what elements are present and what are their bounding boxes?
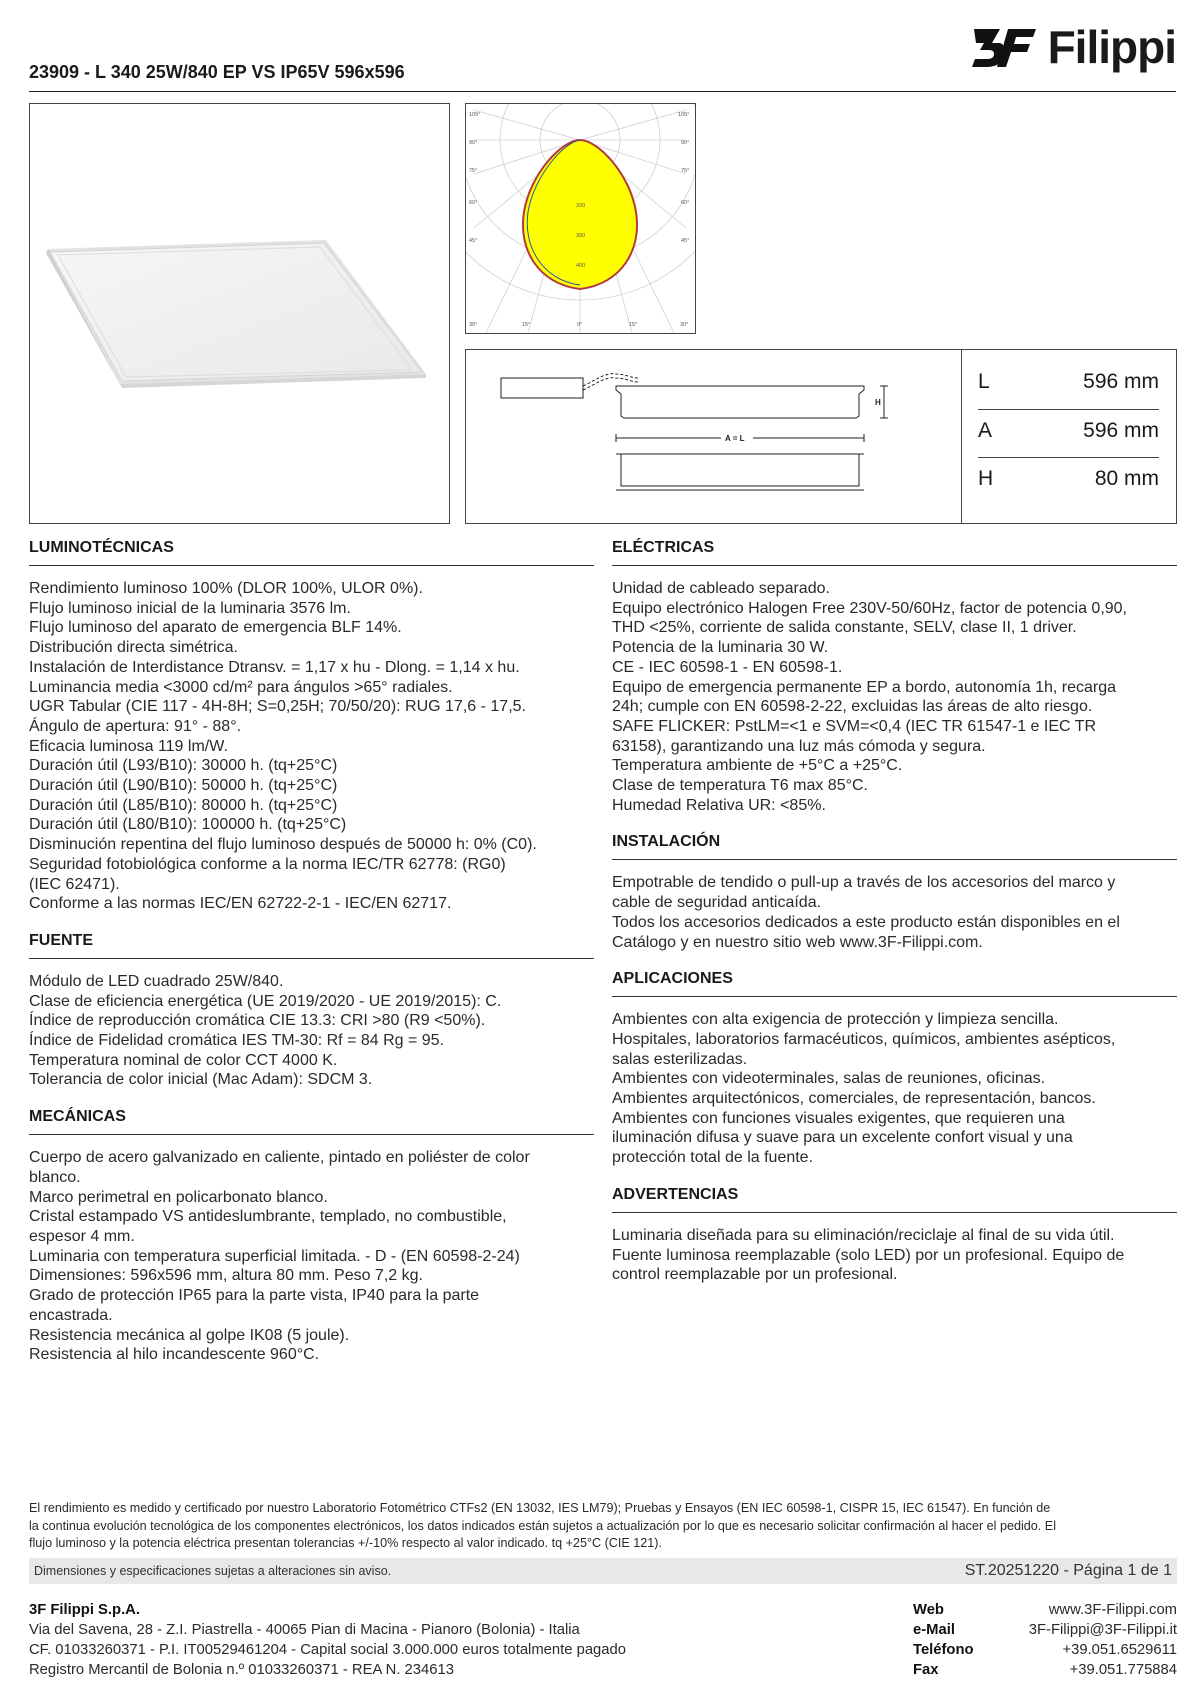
spec-line: Grado de protección IP65 para la parte vista, IP40 para la parte: [29, 1287, 480, 1305]
spec-line: iluminación difusa y suave para un excelente confort visual y una: [612, 1129, 1073, 1147]
section-rule: [29, 565, 594, 566]
spec-line: UGR Tabular (CIE 117 - 4H-8H; S=0,25H; 70/50/20): RUG 17,6 - 17,5.: [29, 698, 526, 716]
section-title: LUMINOTÉCNICAS: [29, 539, 174, 556]
spec-line: protección total de la fuente.: [612, 1149, 814, 1167]
spec-line: Seguridad fotobiológica conforme a la norma IEC/TR 62778: (RG0): [29, 855, 506, 873]
spec-line: Marco perimetral en policarbonato blanco.: [29, 1188, 328, 1206]
section-aplicaciones: [612, 966, 1177, 1168]
spec-line: Ambientes con funciones visuales exigentes, que requieren una: [612, 1109, 1065, 1127]
footnote-line: flujo luminoso y la potencia eléctrica presentan tolerancias +/-10% respecto al valor indicado. tq +25°C (CIE 121).: [29, 1536, 662, 1550]
spec-line: 24h; cumple con EN 60598-2-22, excluidas las áreas de alto riesgo.: [612, 698, 1093, 716]
spec-line: Luminaria con temperatura superficial limitada. - D - (EN 60598-2-24): [29, 1247, 520, 1265]
dimension-row: [978, 456, 1159, 502]
section-luminotecnicas: [29, 535, 594, 914]
spec-line: Temperatura nominal de color CCT 4000 K.: [29, 1051, 338, 1069]
section-fuente: [29, 928, 594, 1090]
spec-line: Instalación de Interdistance Dtransv. = 1,17 x hu - Dlong. = 1,14 x hu.: [29, 658, 520, 676]
contact-label: Teléfono: [913, 1642, 974, 1658]
dimension-value: 80 mm: [1094, 467, 1159, 490]
footnote: [29, 1500, 1177, 1553]
section-rule: [612, 996, 1177, 997]
footer: [29, 1600, 1177, 1680]
dimensions-table: [961, 350, 1177, 523]
dimension-label: L: [978, 370, 990, 393]
email-link[interactable]: 3F-Filippi@3F-Filippi.it: [1028, 1622, 1177, 1638]
spec-line: control reemplazable por un profesional.: [612, 1266, 898, 1284]
spec-line: Cristal estampado VS antideslumbrante, templado, no combustible,: [29, 1208, 507, 1226]
spec-line: Humedad Relativa UR: <85%.: [612, 796, 826, 814]
polar-angle-label: 45°: [469, 238, 478, 244]
polar-angle-label: 90°: [469, 140, 478, 146]
spec-line: Ángulo de apertura: 91° - 88°.: [29, 717, 242, 735]
disclaimer-text: Dimensiones y especificaciones sujetas a alteraciones sin aviso.: [34, 1564, 392, 1578]
page-indicator: ST.20251220 - Página 1 de 1: [964, 1562, 1172, 1579]
spec-line: Duración útil (L93/B10): 30000 h. (tq+25°C): [29, 757, 338, 775]
address-line: CF. 01033260371 - P.I. IT00529461204 - Capital social 3.000.000 euros totalmente pagado: [29, 1642, 626, 1658]
polar-radial-label: 400: [576, 263, 586, 269]
section-body: [612, 1226, 1177, 1285]
contact-label: Fax: [913, 1662, 939, 1678]
spec-line: Ambientes con alta exigencia de protección y limpieza sencilla.: [612, 1011, 1059, 1029]
spec-line: Luminaria diseñada para su eliminación/reciclaje al final de su vida útil.: [612, 1226, 1115, 1244]
spec-line: Índice de reproducción cromática CIE 13.3: CRI >80 (R9 <50%).: [29, 1012, 486, 1030]
section-advertencias: [612, 1182, 1177, 1285]
section-rule: [29, 958, 594, 959]
fax-value: +39.051.775884: [1069, 1662, 1177, 1678]
spec-line: Hospitales, laboratorios farmacéuticos, químicos, ambientes asépticos,: [612, 1030, 1116, 1048]
spec-line: encastrada.: [29, 1306, 113, 1324]
section-body: [612, 873, 1177, 952]
dimension-label: H: [978, 467, 994, 490]
section-title: FUENTE: [29, 931, 93, 949]
contact-label: e-Mail: [913, 1622, 955, 1638]
polar-angle-label: 30°: [680, 322, 689, 328]
contact-list: [913, 1600, 1177, 1680]
spec-line: Potencia de la luminaria 30 W.: [612, 639, 829, 657]
product-title: 23909 - L 340 25W/840 EP VS IP65V 596x596: [29, 62, 405, 82]
spec-line: Tolerancia de color inicial (Mac Adam): SDCM 3.: [29, 1071, 373, 1089]
polar-angle-label: 15°: [629, 322, 638, 328]
polar-angle-label: 45°: [681, 238, 690, 244]
polar-angle-label: 105°: [678, 112, 690, 118]
section-rule: [612, 565, 1177, 566]
polar-angle-label: 75°: [681, 168, 690, 174]
section-electricas: [612, 535, 1177, 815]
section-rule: [612, 859, 1177, 860]
contact-phone: [913, 1640, 1177, 1660]
polar-angle-label: 15°: [522, 322, 531, 328]
spec-line: cable de seguridad anticaída.: [612, 894, 822, 912]
spec-line: Luminancia media <3000 cd/m² para ángulos >65° radiales.: [29, 678, 453, 696]
section-title: ELÉCTRICAS: [612, 539, 715, 556]
section-body: [29, 1148, 594, 1365]
spec-line: Equipo electrónico Halogen Free 230V-50/60Hz, factor de potencia 0,90,: [612, 599, 1127, 617]
address-line: Via del Savena, 28 - Z.I. Piastrella - 40065 Pian di Macina - Pianoro (Bolonia) - Italia: [29, 1622, 580, 1638]
technical-drawing: [466, 350, 961, 523]
polar-diagram: [465, 103, 696, 334]
dimension-label: A: [978, 419, 993, 442]
spec-line: Duración útil (L85/B10): 80000 h. (tq+25°C): [29, 796, 338, 814]
spec-line: salas esterilizadas.: [612, 1050, 748, 1068]
spec-line: Conforme a las normas IEC/EN 62722-2-1 - IEC/EN 62717.: [29, 895, 452, 913]
left-column: [29, 535, 594, 1379]
polar-angle-label: 60°: [469, 200, 478, 206]
dimension-row: [978, 408, 1159, 454]
spec-line: Duración útil (L90/B10): 50000 h. (tq+25°C): [29, 777, 338, 795]
disclaimer-bar: [29, 1558, 1177, 1584]
website-link[interactable]: www.3F-Filippi.com: [1048, 1602, 1177, 1618]
address-line: Registro Mercantil de Bolonia n.º 01033260371 - REA N. 234613: [29, 1662, 454, 1678]
brand-name: Filippi: [1047, 21, 1176, 73]
spec-line: Dimensiones: 596x596 mm, altura 80 mm. Peso 7,2 kg.: [29, 1267, 423, 1285]
polar-angle-label: 105°: [469, 112, 481, 118]
spec-line: SAFE FLICKER: PstLM=<1 e SVM=<0,4 (IEC TR 61547-1 e IEC TR: [612, 717, 1097, 735]
spec-line: Resistencia mecánica al golpe IK08 (5 joule).: [29, 1326, 350, 1344]
spec-line: Módulo de LED cuadrado 25W/840.: [29, 972, 284, 990]
spec-line: Eficacia luminosa 119 lm/W.: [29, 737, 228, 755]
section-rule: [29, 1134, 594, 1135]
polar-angle-label: 30°: [469, 322, 478, 328]
section-body: [29, 972, 594, 1090]
contact-email: [913, 1620, 1177, 1640]
section-body: [29, 579, 594, 914]
height-label: H: [875, 398, 881, 407]
spec-line: Todos los accesorios dedicados a este producto están disponibles en el: [612, 913, 1120, 931]
polar-angle-label: 0°: [577, 322, 583, 328]
section-title: APLICACIONES: [612, 970, 733, 988]
spec-line: espesor 4 mm.: [29, 1227, 135, 1245]
spec-line: (IEC 62471).: [29, 875, 120, 893]
footnote-line: la continua evolución tecnológica de los componentes electrónicos, los datos indicados están sujetos a actualización por lo que es necesario solicitar confirmación al hacer el pedido. El: [29, 1518, 1056, 1533]
company-name: 3F Filippi S.p.A.: [29, 1602, 140, 1618]
brand-logo: [970, 21, 1176, 73]
polar-radial-label: 300: [576, 233, 586, 239]
luminaire-panel-illustration: [30, 104, 449, 523]
dimension-row: [978, 359, 1159, 405]
section-body: [612, 1010, 1177, 1168]
section-instalacion: [612, 829, 1177, 952]
right-column: [612, 535, 1177, 1299]
contact-fax: [913, 1660, 1177, 1680]
spec-line: Duración útil (L80/B10): 100000 h. (tq+25°C): [29, 816, 347, 834]
section-mecanicas: [29, 1104, 594, 1365]
spec-line: 63158), garantizando una luz más cómoda y segura.: [612, 737, 986, 755]
spec-line: Temperatura ambiente de +5°C a +25°C.: [612, 757, 903, 775]
contact-label: Web: [913, 1602, 944, 1618]
spec-line: Distribución directa simétrica.: [29, 639, 238, 657]
spec-line: Flujo luminoso del aparato de emergencia BLF 14%.: [29, 619, 402, 637]
spec-line: Resistencia al hilo incandescente 960°C.: [29, 1346, 320, 1364]
spec-line: Cuerpo de acero galvanizado en caliente, pintado en poliéster de color: [29, 1149, 530, 1167]
polar-angle-label: 90°: [681, 140, 690, 146]
spec-line: Fuente luminosa reemplazable (solo LED) por un profesional. Equipo de: [612, 1246, 1125, 1264]
section-title: ADVERTENCIAS: [612, 1185, 739, 1203]
spec-line: Unidad de cableado separado.: [612, 580, 830, 597]
spec-line: THD <25%, corriente de salida constante, SELV, clase II, 1 driver.: [612, 619, 1077, 637]
contact-web: [913, 1600, 1177, 1620]
spec-line: Empotrable de tendido o pull-up a través de los accesorios del marco y: [612, 874, 1116, 892]
section-title: MECÁNICAS: [29, 1108, 126, 1126]
dimensions-panel: [465, 349, 1177, 524]
footnote-line: El rendimiento es medido y certificado por nuestro Laboratorio Fotométrico CTFs2 (EN 13032, IES LM79); Pruebas y Ensayos (EN IEC 60598-1, CISPR 15, IEC 61547). En función de: [29, 1501, 1051, 1515]
dimension-value: 596 mm: [1083, 419, 1159, 442]
polar-radial-label: 200: [576, 203, 586, 209]
polar-angle-label: 75°: [469, 168, 478, 174]
3f-logo-icon: [970, 25, 1038, 69]
polar-angle-label: 60°: [681, 200, 690, 206]
phone-value: +39.051.6529611: [1062, 1642, 1177, 1658]
width-label: A = L: [725, 434, 745, 443]
section-rule: [612, 1212, 1177, 1213]
dimension-value: 596 mm: [1083, 370, 1159, 393]
spec-line: Clase de temperatura T6 max 85°C.: [612, 777, 868, 795]
header-rule: [29, 91, 1176, 92]
spec-line: Catálogo y en nuestro sitio web www.3F-Filippi.com.: [612, 933, 983, 951]
photometric-curve: [466, 104, 695, 333]
spec-line: Clase de eficiencia energética (UE 2019/2020 - UE 2019/2015): C.: [29, 992, 502, 1010]
spec-line: Rendimiento luminoso 100% (DLOR 100%, ULOR 0%).: [29, 580, 423, 597]
spec-line: blanco.: [29, 1168, 81, 1186]
spec-line: Flujo luminoso inicial de la luminaria 3576 lm.: [29, 599, 351, 617]
spec-line: Ambientes arquitectónicos, comerciales, de representación, bancos.: [612, 1090, 1096, 1108]
spec-line: Equipo de emergencia permanente EP a bordo, autonomía 1h, recarga: [612, 678, 1117, 696]
spec-line: Índice de Fidelidad cromática IES TM-30: Rf = 84 Rg = 95.: [29, 1032, 445, 1050]
product-image: [29, 103, 450, 524]
spec-line: CE - IEC 60598-1 - EN 60598-1.: [612, 658, 843, 676]
spec-line: Ambientes con videoterminales, salas de reuniones, oficinas.: [612, 1070, 1046, 1088]
section-body: [612, 579, 1177, 815]
section-title: INSTALACIÓN: [612, 833, 721, 851]
spec-line: Disminución repentina del flujo luminoso después de 50000 h: 0% (C0).: [29, 836, 537, 854]
